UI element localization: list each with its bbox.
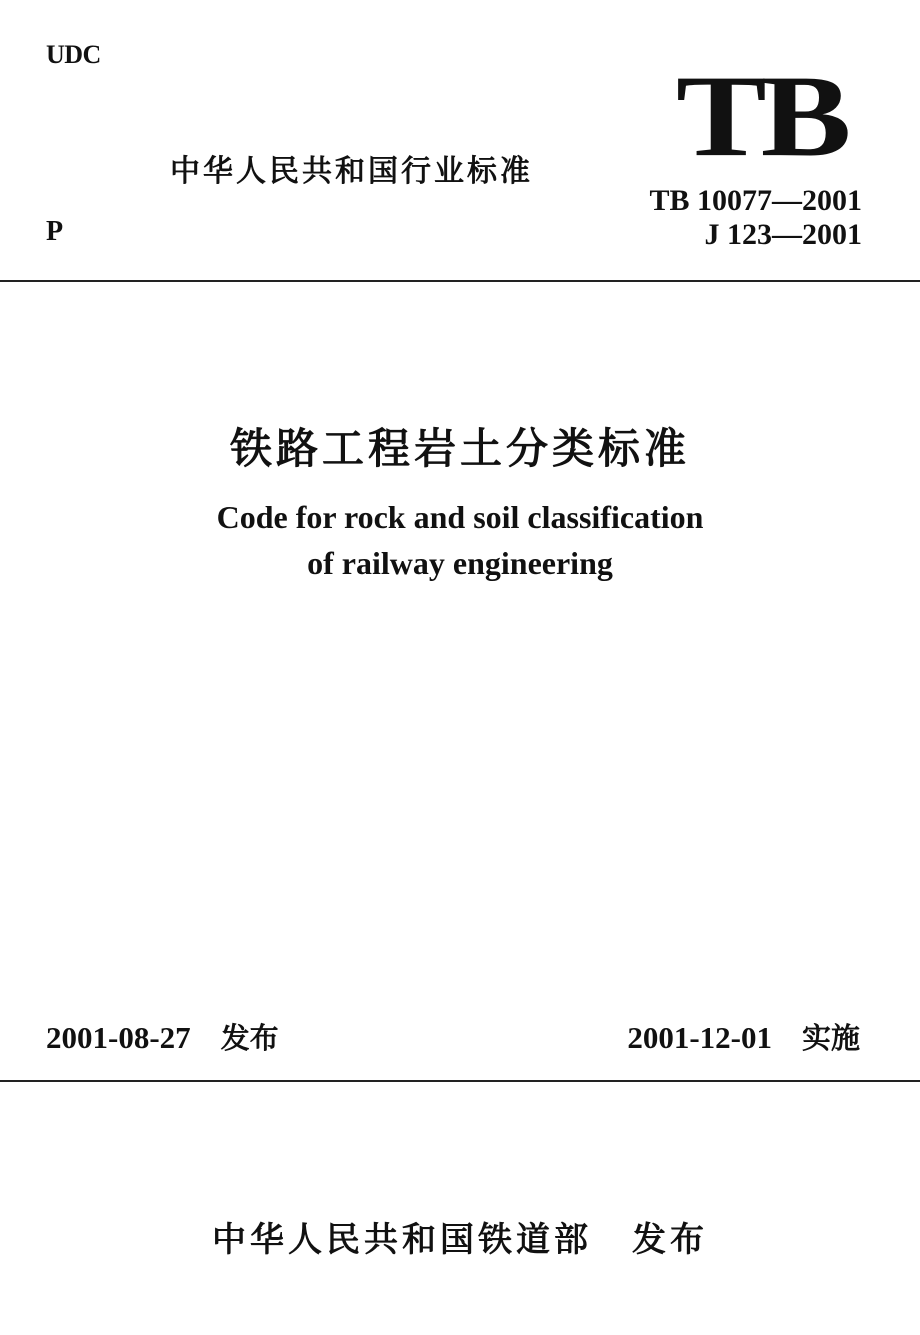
udc-label: UDC: [46, 40, 101, 69]
issue-label: 发布: [220, 1021, 279, 1055]
effective-date: 2001-12-01: [627, 1020, 772, 1055]
registration-number: J 123—2001: [704, 218, 862, 251]
industry-standard-heading: 中华人民共和国行业标准: [170, 154, 533, 189]
tb-logo: TB: [676, 51, 846, 181]
standard-number: TB 10077—2001: [649, 184, 862, 217]
title-english-line2: of railway engineering: [307, 545, 613, 581]
issuer-line: [0, 1212, 920, 1261]
top-divider: [0, 280, 920, 282]
issuer-name: 中华人民共和国铁道部: [212, 1220, 592, 1260]
bottom-divider: [0, 1080, 920, 1082]
issue-date-row: [46, 1016, 279, 1057]
title-english-line1: Code for rock and soil classification: [216, 499, 704, 535]
issuer-action: 发布: [632, 1220, 708, 1260]
effective-label: 实施: [801, 1021, 860, 1055]
title-english: [0, 494, 920, 586]
classification-code: P: [46, 216, 64, 247]
effective-date-row: [627, 1016, 860, 1057]
issue-date: 2001-08-27: [46, 1020, 191, 1055]
standard-codes: [649, 184, 862, 252]
title-chinese: 铁路工程岩土分类标准: [229, 424, 690, 473]
